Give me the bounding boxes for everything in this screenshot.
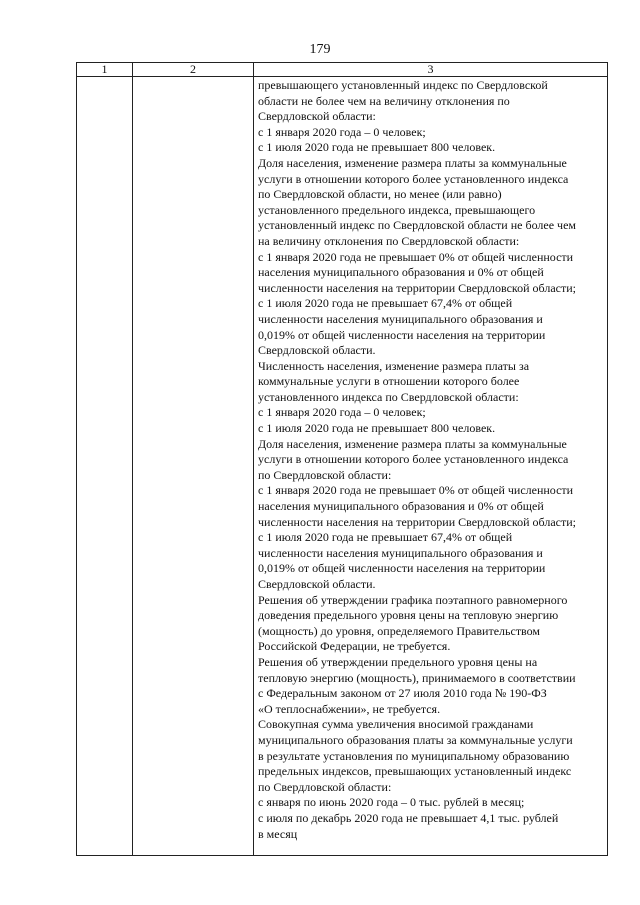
text-line: Свердловской области. — [258, 577, 376, 591]
text-line: предельных индексов, превышающих установленный индекс — [258, 764, 572, 779]
text-line: муниципального образования платы за коммунальные услуги — [258, 732, 573, 747]
text-line: установленного индекса по Свердловской области: — [258, 389, 519, 404]
text-line: коммунальные услуги в отношении которого более — [258, 374, 520, 389]
text-line: с 1 января 2020 года не превышает 0% от общей численности — [258, 483, 574, 498]
text-line: тепловую энергию (мощность), принимаемого в соответствии — [258, 670, 576, 685]
table-header-row — [77, 63, 608, 77]
text-line: численности населения на территории Свердловской области; — [258, 280, 576, 295]
text-line: с 1 января 2020 года – 0 человек; — [258, 405, 426, 420]
column-3-cell — [254, 77, 608, 856]
text-line: Доля населения, изменение размера платы за коммунальные — [258, 155, 567, 170]
text-line: (мощность) до уровня, определяемого Правительством — [258, 623, 541, 638]
text-line: Свердловской области. — [258, 343, 376, 358]
text-line: с 1 января 2020 года – 0 человек; — [258, 124, 426, 139]
table-row — [77, 77, 608, 856]
text-line: с Федеральным законом от 27 июля 2010 года № 190-ФЗ — [258, 686, 547, 701]
text-line: с 1 января 2020 года не превышает 0% от общей численности — [258, 249, 574, 264]
column-header-3: 3 — [254, 63, 608, 77]
text-line: установленный индекс по Свердловской области не более чем — [258, 218, 576, 233]
text-line: услуги в отношении которого более установленного индекса — [258, 452, 569, 467]
text-line: 0,019% от общей численности населения на территории — [258, 561, 546, 576]
text-line: установленного предельного индекса, превышающего — [258, 202, 536, 217]
text-line: численности населения муниципального образования и — [258, 545, 543, 560]
column-header-1: 1 — [77, 63, 133, 77]
text-line: с 1 июля 2020 года не превышает 67,4% от общей — [258, 530, 513, 545]
text-line: на величину отклонения по Свердловской области: — [258, 233, 520, 248]
text-line: превышающего установленный индекс по Свердловской — [258, 78, 548, 92]
text-line: услуги в отношении которого более установленного индекса — [258, 171, 569, 186]
text-line: с 1 июля 2020 года не превышает 67,4% от общей — [258, 296, 513, 311]
text-line: Численность населения, изменение размера платы за — [258, 358, 530, 373]
text-line: численности населения муниципального образования и — [258, 311, 543, 326]
text-line: с января по июнь 2020 года – 0 тыс. рублей в месяц; — [258, 795, 525, 810]
text-line: по Свердловской области: — [258, 779, 392, 794]
column-2-cell — [133, 77, 254, 856]
text-line: населения муниципального образования и 0% от общей — [258, 265, 544, 280]
text-line: с июля по декабрь 2020 года не превышает 4,1 тыс. рублей — [258, 810, 559, 825]
text-line: доведения предельного уровня цены на тепловую энергию — [258, 608, 559, 623]
text-line: Доля населения, изменение размера платы за коммунальные — [258, 436, 567, 451]
text-line: по Свердловской области, но менее (или равно) — [258, 187, 502, 202]
column-header-2: 2 — [133, 63, 254, 77]
text-line: Свердловской области: — [258, 109, 376, 124]
text-line: 0,019% от общей численности населения на территории — [258, 327, 546, 342]
text-line: Российской Федерации, не требуется. — [258, 639, 451, 654]
text-line: численности населения на территории Свердловской области; — [258, 514, 576, 529]
text-line: в результате установления по муниципальному образованию — [258, 748, 570, 763]
text-line: «О теплоснабжении», не требуется. — [258, 701, 441, 716]
text-line: Решения об утверждении графика поэтапного равномерного — [258, 592, 568, 607]
text-line: населения муниципального образования и 0% от общей — [258, 499, 544, 514]
page-number: 179 — [309, 42, 331, 57]
document-table — [76, 62, 608, 856]
text-line: по Свердловской области: — [258, 467, 392, 482]
column-1-cell — [77, 77, 133, 856]
text-line: Совокупная сумма увеличения вносимой гражданами — [258, 717, 534, 732]
text-line: с 1 июля 2020 года не превышает 800 человек. — [258, 421, 496, 436]
text-line: в месяц — [258, 826, 298, 841]
text-line: Решения об утверждении предельного уровня цены на — [258, 654, 538, 669]
cell-text — [258, 78, 603, 842]
text-line: области не более чем на величину отклонения по — [258, 93, 510, 108]
text-line: с 1 июля 2020 года не превышает 800 человек. — [258, 140, 496, 155]
